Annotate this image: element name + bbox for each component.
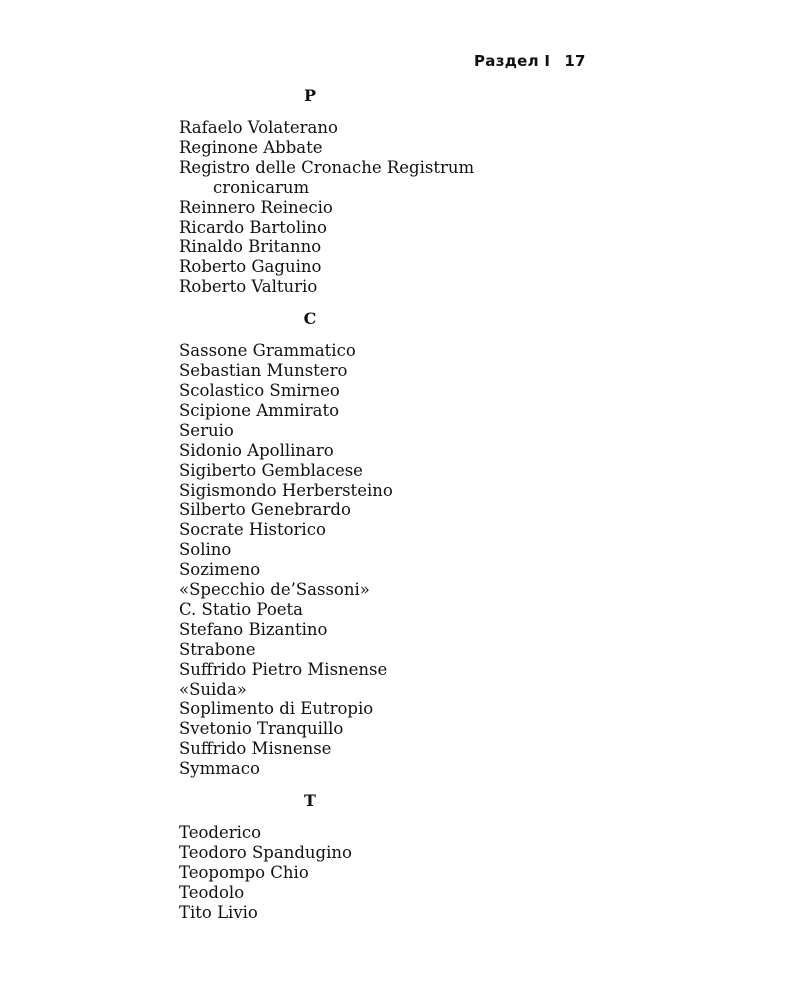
index-entry-text: Soplimento di Eutropio (179, 699, 374, 719)
index-entry (179, 560, 619, 580)
index-entry-text: Roberto Gaguino (179, 257, 322, 277)
index-entry (179, 118, 619, 138)
index-entry-text: Rafaelo Volaterano (179, 118, 338, 137)
index-entry-text: Sigismondo Herbersteino (179, 480, 393, 500)
index-entry-text: Seruio (179, 420, 234, 440)
index-entry (179, 341, 619, 361)
index-entry-text: Teoderico (179, 823, 262, 843)
index-entry (179, 903, 619, 923)
index-entry-text: Scolastico Smirneo (179, 380, 340, 400)
index-entry-text: Svetonio Tranquillo (179, 719, 344, 739)
index-entry-text: Solino (179, 540, 232, 560)
index-entry (179, 739, 619, 759)
index-entry (179, 257, 619, 277)
index-entry (179, 699, 619, 719)
index-entry-text: Stefano Bizantino (179, 619, 328, 639)
entry-list (179, 823, 619, 923)
index-entry-text: Sigiberto Gemblacese (179, 460, 363, 480)
index-entry-text: Socrate Historico (179, 520, 326, 540)
index-entry (179, 520, 619, 540)
entry-list (179, 118, 619, 297)
index-entry-continuation: cronicarum (213, 177, 310, 197)
index-entry (179, 500, 619, 520)
index-section (179, 791, 619, 923)
index-entry (179, 680, 619, 700)
index-section (179, 86, 619, 297)
section-title: Раздел I (474, 52, 551, 70)
index-entry-text: «Suida» (179, 679, 247, 699)
index-entry (179, 580, 619, 600)
index-entry-text: Roberto Valturio (179, 277, 318, 297)
index-entry (179, 237, 619, 257)
index-entry (179, 481, 619, 501)
index-entry-text: Teodoro Spandugino (179, 843, 352, 862)
page-number: 17 (564, 52, 586, 70)
section-letter: C (303, 309, 317, 329)
index-entry-text: Sozimeno (179, 560, 261, 580)
index-entry (179, 759, 619, 779)
index-entry (179, 863, 619, 883)
section-letter: P (303, 86, 317, 105)
index-entry-text: Sidonio Apollinaro (179, 440, 334, 460)
index-list (179, 86, 619, 923)
index-entry (179, 158, 619, 198)
index-entry-text: Strabone (179, 639, 256, 659)
index-entry-text: Sassone Grammatico (179, 341, 356, 361)
index-entry (179, 660, 619, 680)
running-head (474, 52, 586, 70)
entry-list (179, 341, 619, 779)
index-entry-text: Sebastian Munstero (179, 361, 348, 381)
index-entry-text: Suffrido Pietro Misnense (179, 659, 388, 679)
index-entry (179, 600, 619, 620)
index-entry-text: C. Statio Poeta (179, 599, 303, 619)
index-entry (179, 719, 619, 739)
index-entry (179, 401, 619, 421)
index-entry-text: Rinaldo Britanno (179, 237, 322, 257)
index-entry-text: Tito Livio (179, 902, 258, 922)
index-entry (179, 421, 619, 441)
index-entry (179, 138, 619, 158)
section-letter: T (304, 791, 316, 811)
index-entry-text: Reginone Abbate (179, 137, 323, 157)
index-entry-text: Symmaco (179, 759, 260, 779)
index-entry-text: Reinnero Reinecio (179, 197, 333, 217)
index-entry (179, 441, 619, 461)
index-entry-text: Suffrido Misnense (179, 739, 332, 759)
index-entry (179, 218, 619, 238)
index-entry-text: Teodolo (179, 882, 245, 902)
index-entry (179, 461, 619, 481)
index-entry (179, 277, 619, 297)
index-entry-text: Teopompo Chio (179, 862, 309, 882)
index-entry-text: Ricardo Bartolino (179, 217, 327, 237)
index-entry-text: Silberto Genebrardo (179, 500, 351, 520)
index-entry (179, 823, 619, 843)
index-entry-text: Scipione Ammirato (179, 400, 340, 420)
index-entry (179, 843, 619, 863)
index-entry (179, 361, 619, 381)
index-entry (179, 883, 619, 903)
index-entry-text: Registro delle Cronache Registrum (179, 157, 475, 177)
index-entry (179, 198, 619, 218)
index-entry (179, 381, 619, 401)
index-entry (179, 620, 619, 640)
index-entry-text: «Specchio de’Sassoni» (179, 580, 370, 600)
index-entry (179, 540, 619, 560)
index-section (179, 309, 619, 779)
index-entry (179, 640, 619, 660)
